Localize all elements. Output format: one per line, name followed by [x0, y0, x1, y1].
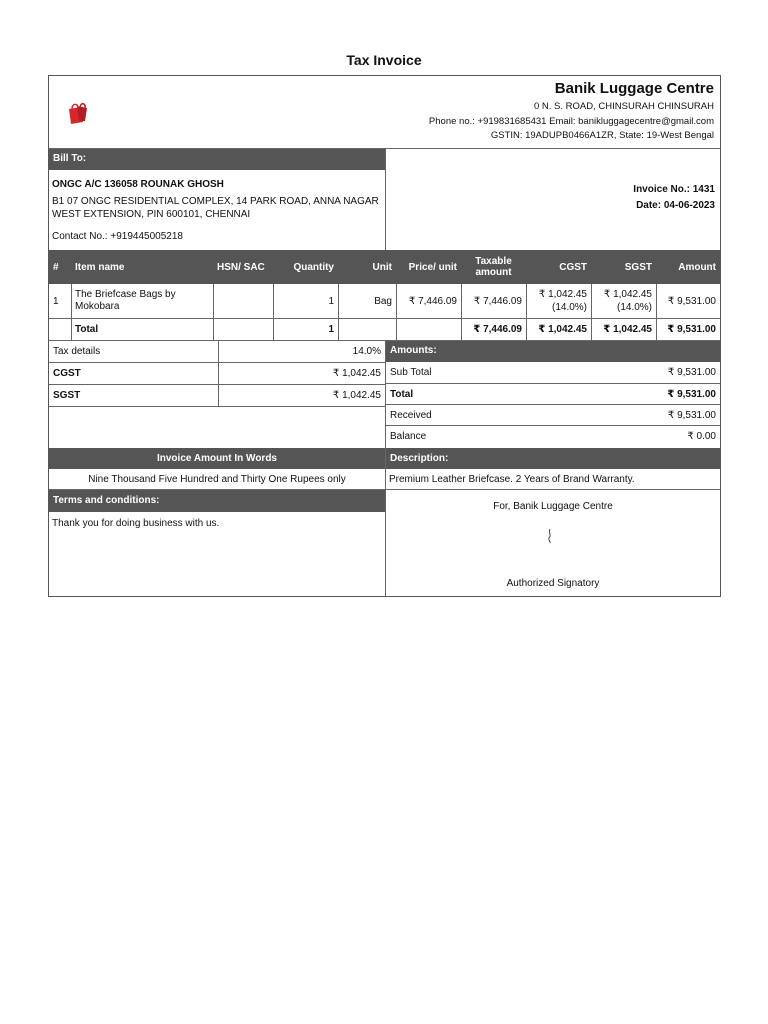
bill-to-address-line1: B1 07 ONGC RESIDENTIAL COMPLEX, 14 PARK ROAD, ANNA NAGAR: [52, 196, 379, 207]
row-cgst: [526, 284, 591, 318]
document-title: Tax Invoice: [346, 52, 422, 68]
sub-total-value: ₹ 9,531.00: [667, 367, 716, 378]
row-sgst-value: ₹ 1,042.45: [603, 289, 652, 300]
row-quantity: 1: [328, 295, 334, 307]
received-value: ₹ 9,531.00: [667, 409, 716, 421]
total-sgst: ₹ 1,042.45: [603, 324, 652, 335]
row-cgst-value: ₹ 1,042.45: [538, 289, 587, 300]
bill-to-name: ONGC A/C 136058 ROUNAK GHOSH: [52, 179, 224, 190]
invoice-number: Invoice No.: 1431: [633, 184, 715, 195]
row-item-name: The Briefcase Bags by Mokobara: [75, 289, 176, 312]
sub-total-label: Sub Total: [390, 367, 432, 378]
total-cgst: ₹ 1,042.45: [538, 324, 587, 335]
row-price: ₹ 7,446.09: [408, 295, 457, 307]
invoice: [48, 75, 721, 597]
row-taxable: ₹ 7,446.09: [473, 295, 522, 307]
amount-in-words-heading: Invoice Amount In Words: [49, 448, 385, 469]
total-quantity: 1: [328, 324, 334, 335]
sgst-label: SGST: [53, 390, 81, 401]
balance-value: ₹ 0.00: [687, 431, 716, 442]
items-table-header: [49, 250, 720, 284]
balance-label: Balance: [390, 431, 427, 442]
header-unit: Unit: [372, 261, 392, 273]
signature-image: [545, 528, 555, 544]
cgst-value: ₹ 1,042.45: [332, 368, 381, 379]
description-text: Premium Leather Briefcase. 2 Years of Brand Warranty.: [389, 474, 635, 485]
divider: [49, 406, 385, 407]
row-hsn: [213, 284, 273, 318]
header-item-name: Item name: [75, 261, 125, 273]
header-sgst: SGST: [624, 261, 652, 273]
tax-details-heading: Tax details: [53, 346, 101, 357]
row-sgst: [591, 284, 656, 318]
total-label: Total: [75, 324, 99, 335]
business-address: 0 N. S. ROAD, CHINSURAH CHINSURAH: [534, 101, 714, 112]
description-heading: Description:: [386, 448, 720, 469]
header-taxable: Taxable amount: [475, 256, 512, 278]
bill-to-contact: Contact No.: +919445005218: [52, 231, 183, 242]
header-index: #: [53, 261, 59, 273]
row-amount: ₹ 9,531.00: [667, 295, 716, 307]
business-name: Banik Luggage Centre: [554, 80, 714, 97]
total-amount: ₹ 9,531.00: [667, 324, 716, 335]
invoice-date: Date: 04-06-2023: [636, 200, 715, 211]
bill-to-heading: Bill To:: [49, 149, 385, 170]
row-unit: Bag: [374, 295, 392, 307]
tax-rate: 14.0%: [352, 346, 381, 357]
cgst-label: CGST: [53, 368, 81, 379]
header-quantity: Quantity: [293, 261, 334, 273]
terms-text: Thank you for doing business with us.: [52, 518, 220, 529]
grand-total-label: Total: [390, 388, 414, 400]
terms-heading: Terms and conditions:: [49, 490, 385, 512]
header-cgst: CGST: [559, 261, 587, 273]
grand-total-value: ₹ 9,531.00: [667, 388, 716, 400]
divider: [385, 149, 386, 250]
row-cgst-rate: (14.0%): [551, 302, 587, 313]
received-label: Received: [390, 409, 432, 421]
amount-in-words-text: Nine Thousand Five Hundred and Thirty One Rupees only: [88, 474, 346, 485]
authorized-signatory-label: Authorized Signatory: [506, 578, 600, 589]
signature-for-text: For, Banik Luggage Centre: [493, 501, 613, 512]
row-index: 1: [53, 295, 59, 307]
row-sgst-rate: (14.0%): [616, 302, 652, 313]
shopping-bags-icon: [65, 100, 91, 126]
header-price: Price/ unit: [408, 261, 457, 273]
total-taxable: ₹ 7,446.09: [473, 324, 522, 335]
amounts-heading: Amounts:: [386, 341, 720, 362]
header-hsn: HSN/ SAC: [217, 261, 265, 273]
sgst-value: ₹ 1,042.45: [332, 390, 381, 401]
bill-to-address-line2: WEST EXTENSION, PIN 600101, CHENNAI: [52, 209, 251, 220]
business-contact: Phone no.: +919831685431 Email: banikluggagecentre@gmail.com: [428, 116, 714, 127]
business-gstin: GSTIN: 19ADUPB0466A1ZR, State: 19-West Bengal: [490, 130, 714, 141]
header-amount: Amount: [678, 261, 716, 273]
